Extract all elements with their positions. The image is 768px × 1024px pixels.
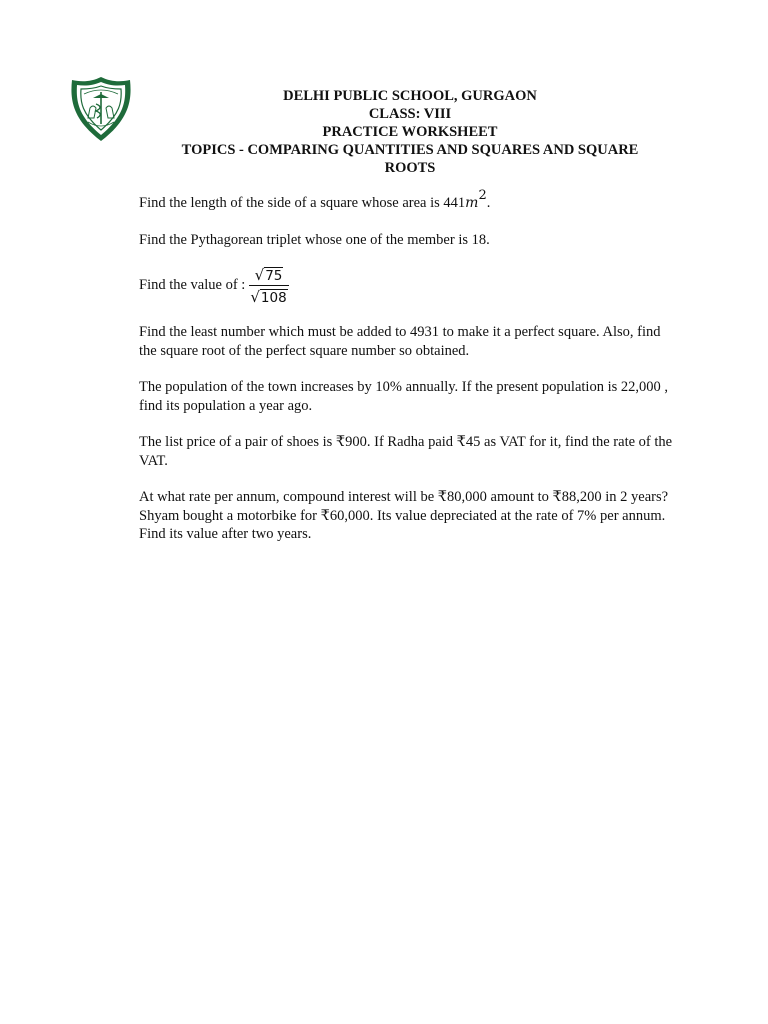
question-1-end: . <box>486 195 491 211</box>
topics-heading: TOPICS - COMPARING QUANTITIES AND SQUARES AND SQUARE ROOTS <box>181 142 639 176</box>
question-1-text: Find the length of the side of a square whose area is 441 <box>139 195 466 211</box>
fraction-numerator <box>254 265 285 284</box>
question-6: The list price of a pair of shoes is ₹900. If Radha paid ₹45 as VAT for it, find the rate of the VAT. <box>139 434 673 469</box>
question-7: At what rate per annum, compound interest will be ₹80,000 amount to ₹88,200 in 2 years? <box>139 489 669 505</box>
radical-fraction <box>249 265 288 306</box>
fraction-bar <box>249 285 288 286</box>
question-1-unit: m <box>465 195 479 211</box>
fraction-denominator <box>249 287 288 306</box>
question-1-exponent: 2 <box>478 188 487 204</box>
question-2: Find the Pythagorean triplet whose one of the member is 18. <box>139 231 490 248</box>
school-name: DELHI PUBLIC SCHOOL, GURGAON <box>283 88 537 104</box>
question-1 <box>139 188 679 213</box>
school-crest-icon <box>66 74 136 144</box>
question-4: Find the least number which must be added to 4931 to make it a perfect square. Also, find the square root of the perfect square number so obtained. <box>139 324 661 359</box>
worksheet-title: PRACTICE WORKSHEET <box>322 124 498 140</box>
denominator-value: 108 <box>260 290 287 306</box>
square-root-icon: √ <box>250 288 260 306</box>
question-8: Shyam bought a motorbike for ₹60,000. Its value depreciated at the rate of 7% per annum. Find its value after two years. <box>139 507 666 542</box>
question-list <box>139 188 679 544</box>
class-label: CLASS: VIII <box>368 106 452 122</box>
question-5: The population of the town increases by 10% annually. If the present population is 22,000 , find its population a year ago. <box>139 379 668 414</box>
numerator-value: 75 <box>265 268 283 284</box>
question-3-text: Find the value of : <box>139 277 246 294</box>
worksheet-header <box>150 87 670 177</box>
square-root-icon: √ <box>254 266 265 284</box>
question-3 <box>139 265 679 306</box>
